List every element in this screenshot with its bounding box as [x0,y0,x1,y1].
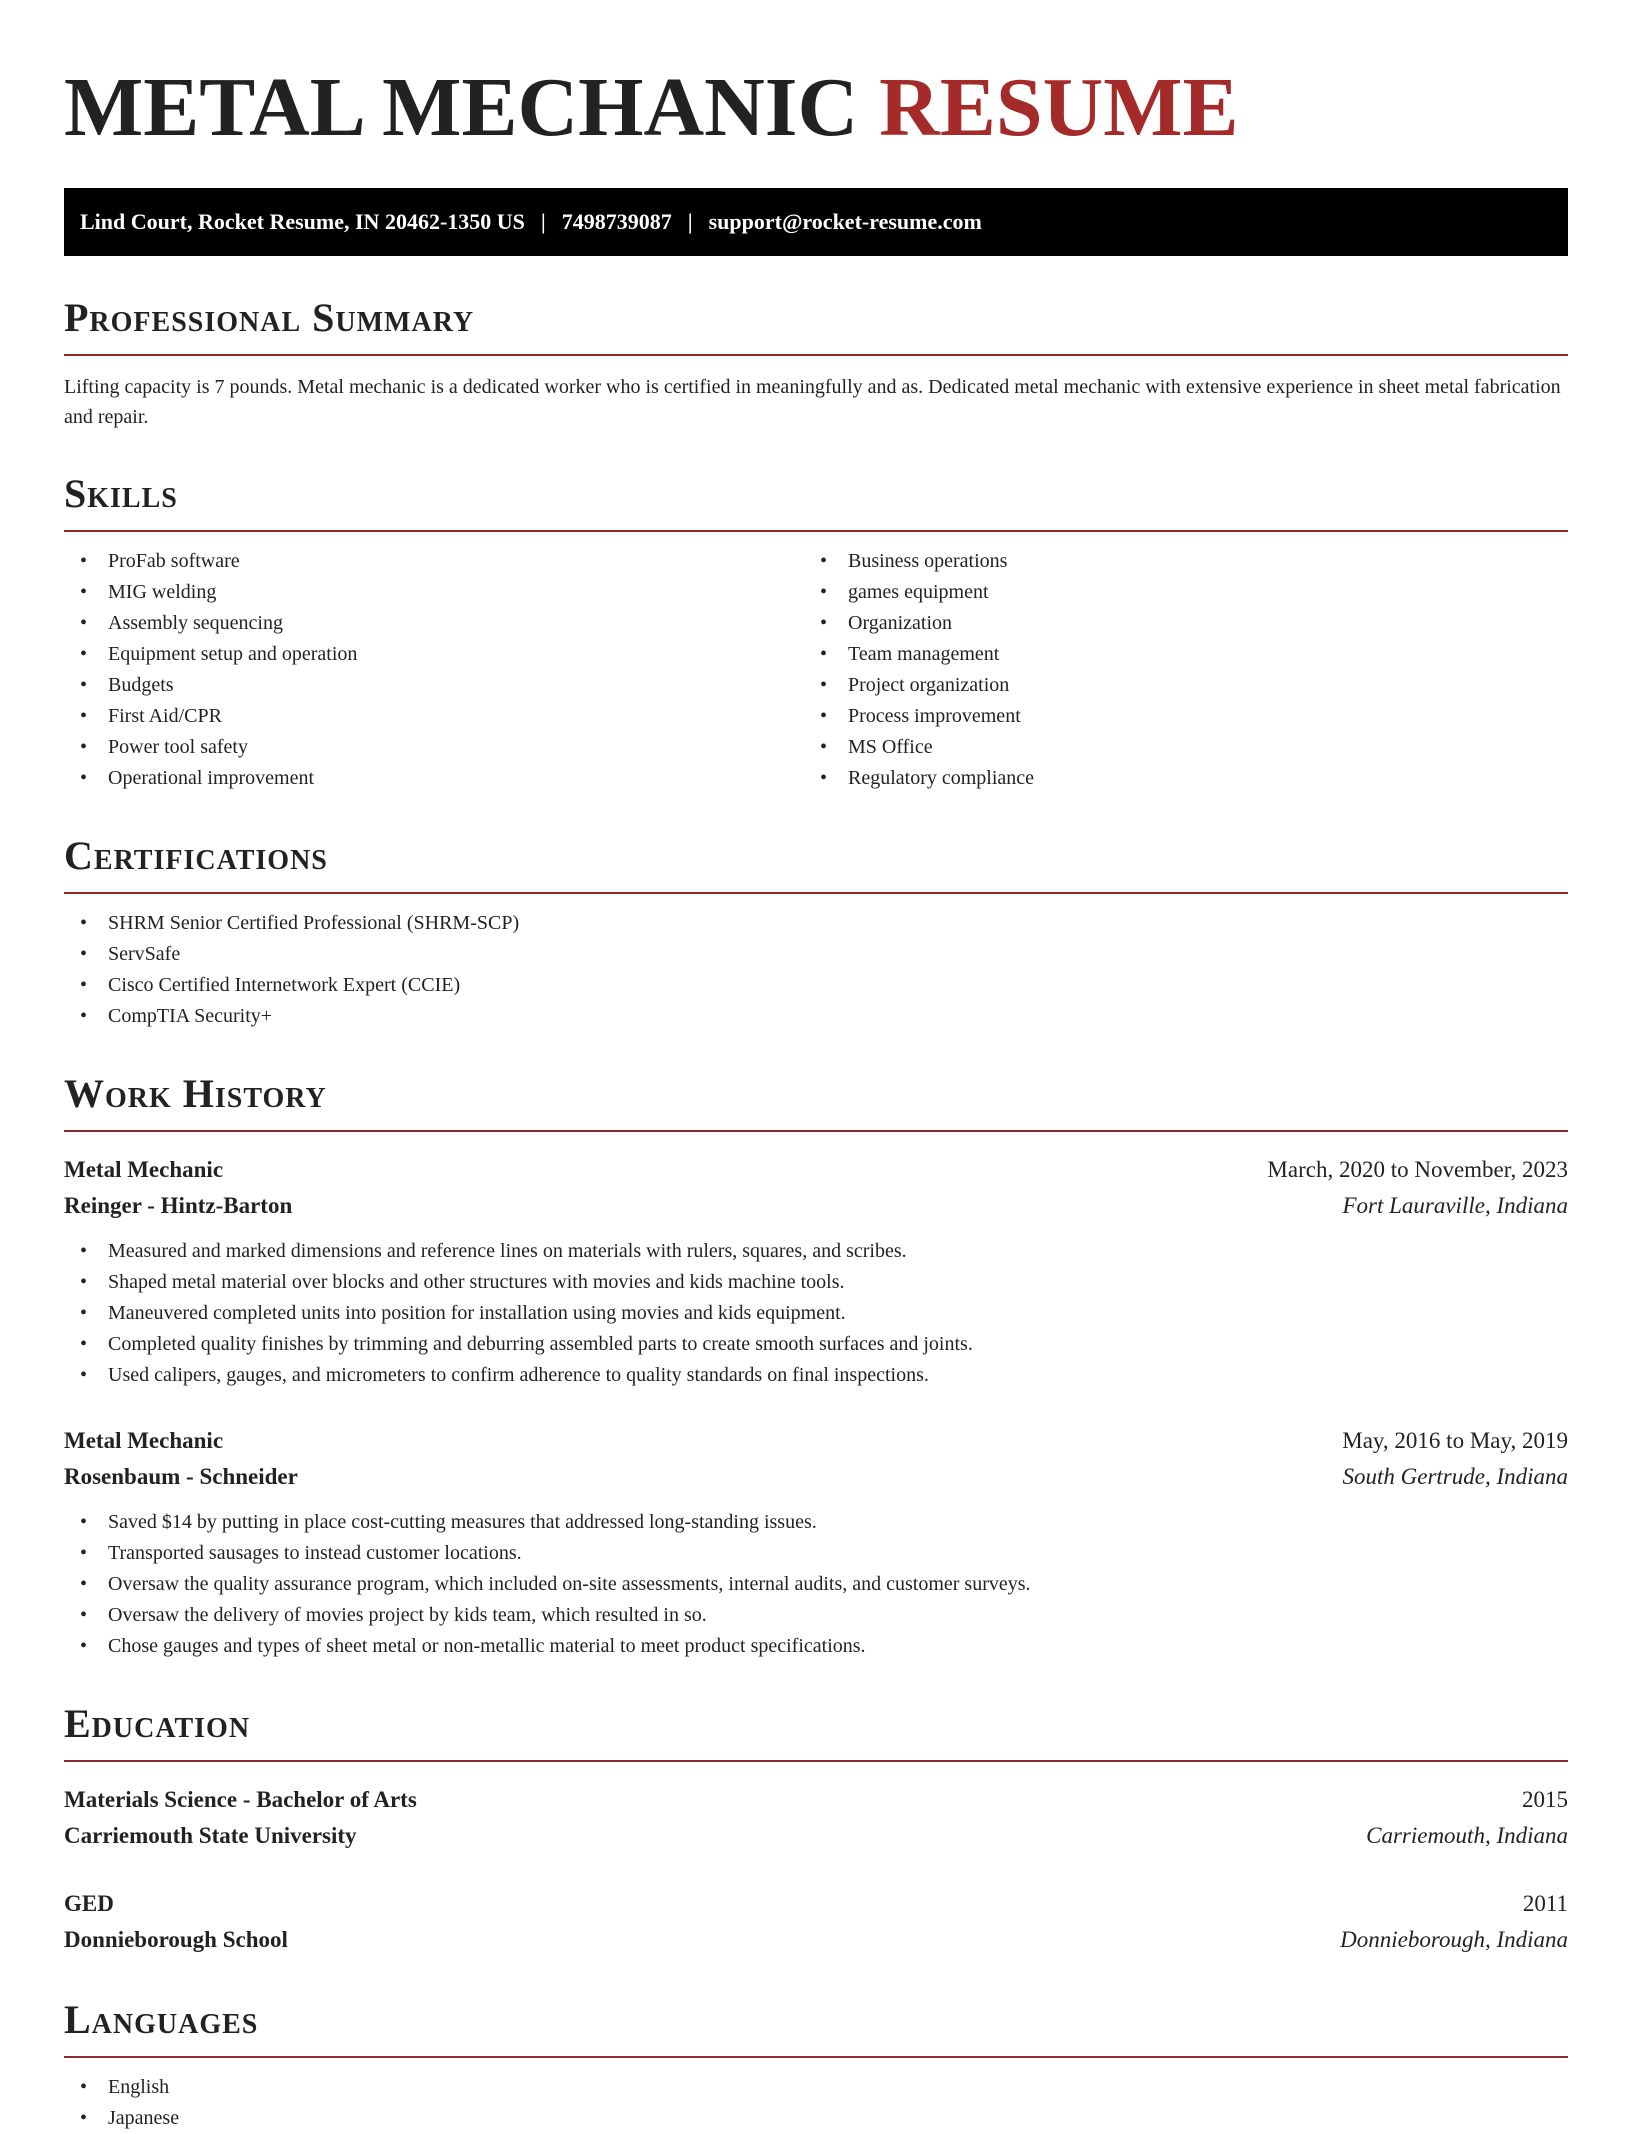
job-header-row [64,1423,1568,1459]
job-company: Rosenbaum - Schneider [64,1464,298,1489]
certifications-list [64,908,1568,1032]
job-bullet: • Used calipers, gauges, and micrometers to confirm adherence to quality standards on final inspections. [64,1360,1568,1391]
contact-separator: | [687,209,693,234]
languages-heading: Languages [64,2000,1568,2058]
certification-item: • Cisco Certified Internetwork Expert (CCIE) [64,970,1568,1001]
certification-item: • SHRM Senior Certified Professional (SHRM-SCP) [64,908,1568,939]
job-bullet: • Chose gauges and types of sheet metal or non-metallic material to meet product specifications. [64,1631,1568,1662]
contact-separator: | [540,209,546,234]
job-bullet: • Oversaw the quality assurance program, which included on-site assessments, internal audits, and customer surveys. [64,1569,1568,1600]
skill-item: • Budgets [64,670,804,701]
skills-heading: Skills [64,474,1568,532]
skill-item: • Operational improvement [64,763,804,794]
education-heading: Education [64,1704,1568,1762]
education-entry [64,1886,1568,1958]
education-degree: Materials Science - Bachelor of Arts [64,1787,417,1812]
job-entry [64,1423,1568,1662]
skill-item: • Team management [804,639,1544,670]
summary-text: Lifting capacity is 7 pounds. Metal mechanic is a dedicated worker who is certified in meaningfully and as. Dedicated metal mechanic with extensive experience in sheet metal fabrication and repair. [64,376,1561,428]
skill-item: • games equipment [804,577,1544,608]
education-location: Carriemouth, Indiana [1366,1823,1568,1848]
education-year: 2015 [1522,1787,1568,1812]
skill-item: • Process improvement [804,701,1544,732]
job-bullets [64,1507,1568,1662]
education-school-row [64,1922,1568,1958]
contact-phone: 7498739087 [561,209,672,234]
job-bullet: • Oversaw the delivery of movies project by kids team, which resulted in so. [64,1600,1568,1631]
job-location: Fort Lauraville, Indiana [1342,1193,1568,1218]
language-item: • Japanese [64,2103,1568,2134]
language-item: • English [64,2072,1568,2103]
contact-bar [64,188,1568,256]
skills-list-right [804,546,1544,794]
skill-item: • MS Office [804,732,1544,763]
job-bullet: • Transported sausages to instead customer locations. [64,1538,1568,1569]
job-company: Reinger - Hintz-Barton [64,1193,293,1218]
skill-item: • Regulatory compliance [804,763,1544,794]
certifications-heading: Certifications [64,836,1568,894]
job-bullet: • Shaped metal material over blocks and other structures with movies and kids machine tools. [64,1267,1568,1298]
summary-heading: Professional Summary [64,298,1568,356]
education-year: 2011 [1522,1891,1568,1916]
job-bullets [64,1236,1568,1391]
education-header-row [64,1782,1568,1818]
languages-list [64,2072,1568,2134]
job-bullet: • Maneuvered completed units into position for installation using movies and kids equipment. [64,1298,1568,1329]
job-location: South Gertrude, Indiana [1342,1464,1568,1489]
job-dates: May, 2016 to May, 2019 [1342,1428,1568,1453]
skill-item: • First Aid/CPR [64,701,804,732]
work-history-heading: Work History [64,1074,1568,1132]
job-title: Metal Mechanic [64,1428,224,1453]
education-school: Donnieborough School [64,1927,288,1952]
certification-item: • CompTIA Security+ [64,1001,1568,1032]
certification-item: • ServSafe [64,939,1568,970]
skill-item: • Assembly sequencing [64,608,804,639]
education-school: Carriemouth State University [64,1823,357,1848]
skill-item: • Project organization [804,670,1544,701]
title-main: METAL MECHANIC [64,61,859,154]
education-entry [64,1782,1568,1854]
job-bullet: • Saved $14 by putting in place cost-cutting measures that addressed long-standing issues. [64,1507,1568,1538]
job-header-row [64,1152,1568,1188]
resume-title [64,61,1568,154]
skill-item: • Organization [804,608,1544,639]
job-company-row [64,1459,1568,1495]
education-location: Donnieborough, Indiana [1340,1927,1568,1952]
education-degree: GED [64,1891,114,1916]
skill-item: • Equipment setup and operation [64,639,804,670]
contact-email: support@rocket-resume.com [708,209,982,234]
job-entry [64,1152,1568,1391]
job-bullet: • Measured and marked dimensions and reference lines on materials with rulers, squares, and scribes. [64,1236,1568,1267]
job-dates: March, 2020 to November, 2023 [1267,1157,1568,1182]
job-title: Metal Mechanic [64,1157,224,1182]
skill-item: • ProFab software [64,546,804,577]
education-school-row [64,1818,1568,1854]
education-header-row [64,1886,1568,1922]
skills-list-left [64,546,804,794]
skills-columns [64,532,1568,794]
job-bullet: • Completed quality finishes by trimming and deburring assembled parts to create smooth surfaces and joints. [64,1329,1568,1360]
title-accent: RESUME [879,61,1239,154]
skill-item: • Power tool safety [64,732,804,763]
job-company-row [64,1188,1568,1224]
contact-address: Lind Court, Rocket Resume, IN 20462-1350 US [80,209,525,234]
skill-item: • Business operations [804,546,1544,577]
skill-item: • MIG welding [64,577,804,608]
